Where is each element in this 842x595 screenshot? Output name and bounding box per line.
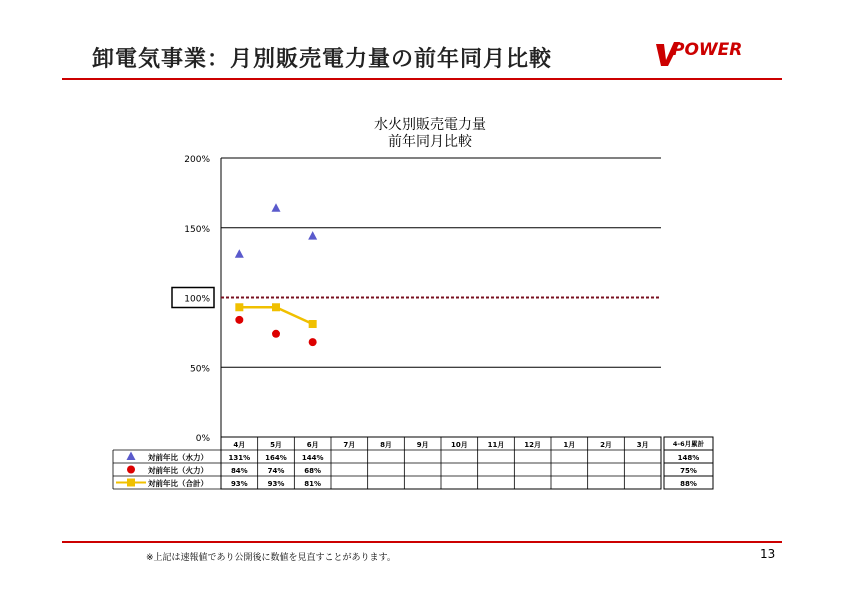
y-tick-label: 150% bbox=[184, 224, 210, 235]
legend-marker-thermal bbox=[127, 466, 135, 474]
table-value: 81% bbox=[304, 480, 322, 488]
table-value: 164% bbox=[265, 454, 287, 462]
cumulative-value: 88% bbox=[680, 480, 697, 488]
x-tick-label: 11月 bbox=[487, 441, 505, 449]
data-point-total bbox=[272, 303, 280, 311]
data-point-total bbox=[235, 303, 243, 311]
chart-title: 水火別販売電力量 bbox=[374, 117, 486, 133]
data-point-thermal bbox=[309, 338, 317, 346]
cumulative-value: 75% bbox=[680, 467, 697, 475]
data-point-thermal bbox=[272, 330, 280, 338]
data-point-thermal bbox=[235, 316, 243, 324]
legend-label: 対前年比（合計） bbox=[148, 479, 208, 488]
data-point-total bbox=[309, 320, 317, 328]
x-tick-label: 4月 bbox=[233, 441, 246, 449]
data-point-hydro bbox=[308, 231, 317, 240]
chart-subtitle: 前年同月比較 bbox=[388, 134, 472, 150]
x-tick-label: 5月 bbox=[270, 441, 282, 449]
data-point-hydro bbox=[272, 203, 281, 212]
x-tick-label: 6月 bbox=[306, 441, 319, 449]
x-tick-label: 2月 bbox=[600, 441, 612, 449]
data-point-hydro bbox=[235, 249, 244, 258]
table-value: 84% bbox=[230, 467, 248, 475]
cumulative-header: 4-6月累計 bbox=[672, 440, 705, 448]
table-value: 68% bbox=[304, 467, 322, 475]
table-value: 74% bbox=[267, 467, 285, 475]
legend-label: 対前年比（火力） bbox=[148, 466, 208, 475]
table-value: 144% bbox=[301, 454, 324, 462]
x-tick-label: 8月 bbox=[380, 441, 392, 449]
x-tick-label: 10月 bbox=[450, 441, 468, 449]
table-value: 93% bbox=[230, 480, 248, 488]
y-tick-label: 50% bbox=[189, 364, 210, 375]
x-tick-label: 1月 bbox=[563, 441, 576, 449]
page-title: 卸電気事業：月別販売電力量の前年同月比較 bbox=[92, 47, 553, 72]
x-tick-label: 12月 bbox=[524, 441, 542, 449]
page-number: 13 bbox=[760, 547, 776, 561]
cumulative-value: 148% bbox=[677, 454, 700, 462]
table-value: 131% bbox=[228, 454, 251, 462]
x-tick-label: 9月 bbox=[416, 441, 429, 449]
legend-label: 対前年比（水力） bbox=[148, 453, 208, 462]
legend-marker-total bbox=[127, 479, 135, 487]
footnote: ※上記は速報値であり公開後に数値を見直すことがあります。 bbox=[146, 553, 396, 563]
legend-marker-hydro bbox=[127, 452, 136, 461]
x-tick-label: 3月 bbox=[636, 441, 649, 449]
x-tick-label: 7月 bbox=[343, 441, 356, 449]
y-tick-label: 200% bbox=[184, 155, 210, 165]
y-tick-label: 0% bbox=[195, 434, 210, 444]
table-value: 93% bbox=[267, 480, 285, 488]
y-tick-label: 100% bbox=[184, 294, 210, 305]
logo-text: POWER bbox=[672, 40, 743, 60]
footer-divider bbox=[62, 541, 782, 543]
